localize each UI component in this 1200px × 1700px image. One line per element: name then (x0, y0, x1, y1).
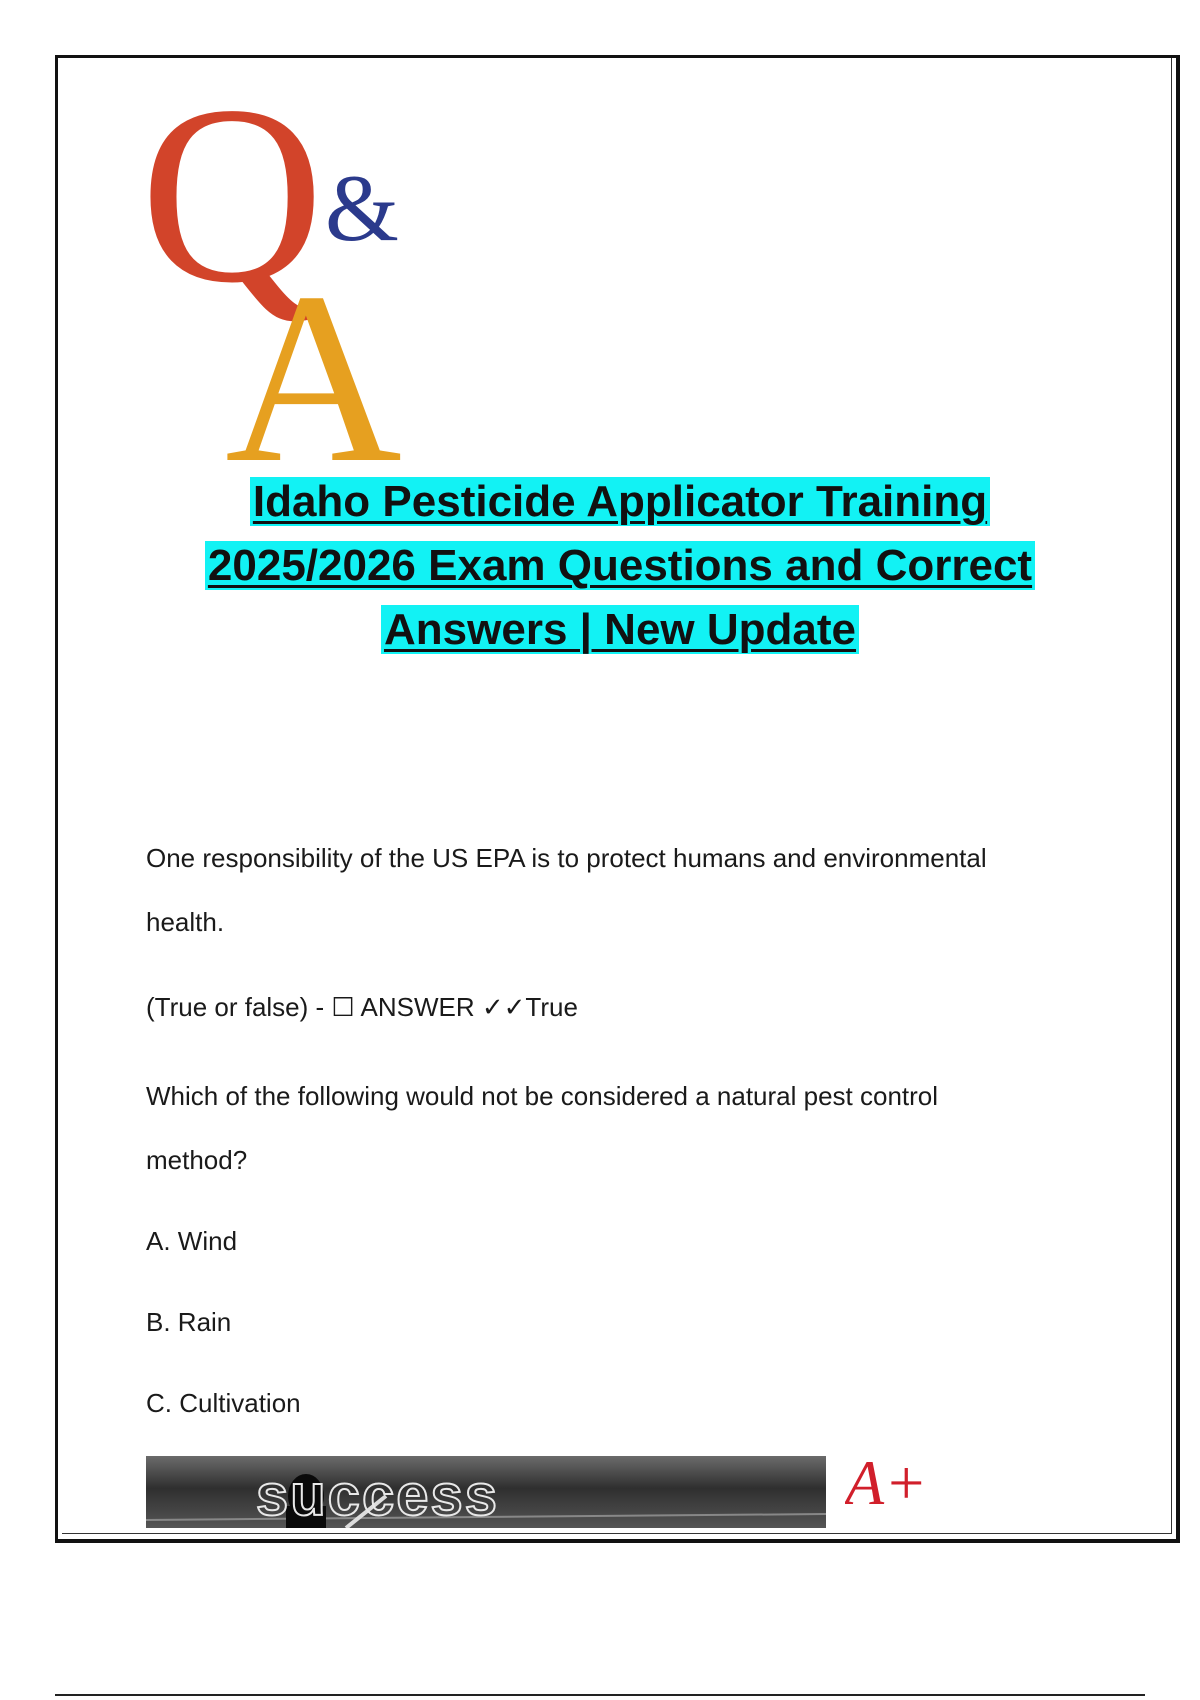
question-1-answer: (True or false) - ☐ ANSWER ✓✓True (146, 992, 578, 1022)
question-1-line-1: One responsibility of the US EPA is to protect humans and environmental (146, 843, 987, 873)
option-a: A. Wind (146, 1226, 238, 1256)
title-line-2: 2025/2026 Exam Questions and Correct (205, 541, 1035, 590)
title-line-1: Idaho Pesticide Applicator Training (250, 477, 990, 526)
title-line-3: Answers | New Update (381, 605, 859, 654)
document-title (100, 470, 1140, 662)
question-1-line-2: health. (146, 907, 225, 937)
logo-ampersand: & (325, 155, 399, 261)
qa-logo (140, 70, 440, 470)
question-2-line-1: Which of the following would not be considered a natural pest control (146, 1081, 939, 1111)
question-2-line-2: method? (146, 1145, 248, 1175)
bottom-rule (55, 1694, 1145, 1696)
logo-q-letter: Q (140, 70, 325, 336)
banner-word: success (256, 1463, 499, 1528)
success-banner-image (146, 1456, 826, 1528)
logo-a-letter: A (225, 242, 402, 470)
a-plus-text: A+ (845, 1452, 928, 1518)
option-b: B. Rain (146, 1307, 232, 1337)
option-c: C. Cultivation (146, 1388, 301, 1418)
a-plus-badge (845, 1452, 1045, 1522)
